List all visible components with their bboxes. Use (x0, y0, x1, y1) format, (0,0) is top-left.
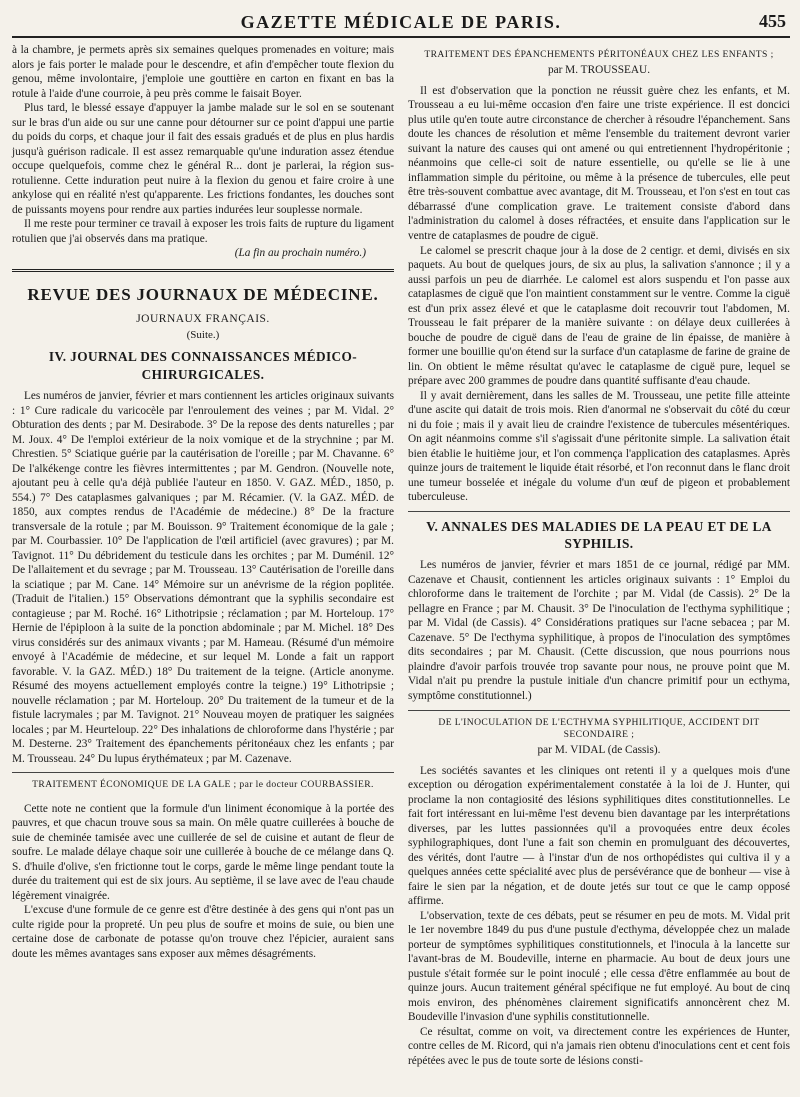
section-5-paragraph: Les numéros de janvier, février et mars 1851 de ce journal, rédigé par MM. Cazenave et Chausit, contiennent les articles originaux suivants : 1° Emploi du chloroforme dans le traitement de l'orchite ; par M. Vidal (de Cassis). 2° De la pellagre en France ; par M. Chausit. 3° De l'inoculation de l'ecthyma syphilitique ; par M. Vidal (de Cassis). 4° Considérations pratiques sur l'acne sebacea ; par M. Cazenave. 5° De l'ecthyma syphilitique, à propos de l'inoculation des symptômes dits secondaires ; par M. Chausit. (Cette discussion, que nous pourrions nous plaindre d'avoir parfois trouvée trop savante pour nous, ne prouve point que M. Vidal n'ait pu prendre la pustule initiale d'un chancre primitif pour un ecthyma, symptôme constitutionnel.) (408, 559, 790, 702)
left-column (12, 43, 394, 1068)
gale-paragraph-1: Cette note ne contient que la formule d'un liniment économique à la portée des pauvres, et que chacun trouve sous sa main. On mêle quatre cuillerées à bouche de suie de cheminée tamisée avec une cuillerée de sel de cuisine et autant de fleur de soufre. Le malade délaye chaque soir une cuillerée à bouche de ce mélange dans Q. S. d'huile d'olive, s'en frictionne tout le corps, garde le même linge pendant toute la durée du traitement qui est de six jours. Au septième, il se lave avec de l'eau chaude légèrement vinaigrée. (12, 802, 394, 902)
continuation-note: (La fin au prochain numéro.) (234, 247, 366, 260)
divider (408, 710, 790, 711)
columns (12, 43, 790, 1068)
divider (408, 511, 790, 512)
trousseau-heading: TRAITEMENT DES ÉPANCHEMENTS PÉRITONÉAUX CHEZ LES ENFANTS ; (424, 49, 774, 60)
masthead (12, 6, 790, 38)
gale-paragraph-2: L'excuse d'une formule de ce genre est d'être destinée à des gens qui n'ont pas un culte rigide pour la propreté. Un peu plus de soufre et moins de suie, ou bien une certaine dose de carbonate de potasse qu'on trouve chez l'épicier, auraient sans doute les mêmes avantages sans exposer aux mêmes désagréments. (12, 904, 394, 960)
intro-paragraph-1: à la chambre, je permets après six semaines quelques promenades en voiture; mais alors je fais porter le malade pour le descendre, et afin d'empêcher toute flexion du genou, même involontaire, j'emploie une gouttière en carton en fixant en bas la rotule à l'aide d'une courroie, à peu près comme le faisait Boyer. (12, 44, 394, 100)
inoculation-paragraph-3: Ce résultat, comme on voit, va directement contre les expériences de Hunter, contre celles de M. Ricord, qui n'a jamais rien obtenu d'inoculations cent et cent fois répétées avec le pus de toute sorte de lésions consti- (408, 1025, 790, 1067)
trousseau-paragraph-3: Il y avait dernièrement, dans les salles de M. Trousseau, une petite fille atteinte d'une ascite qui datait de trois mois. Rien d'anormal ne s'observait du côté du cœur ni du foie ; mais il y avait lieu de craindre l'existence de tubercules mésentériques. On agit néanmoins comme s'il s'agissait d'une péritonite simple. La salivation était bien établie le huitième jour, et l'on commença l'application des cataplasmes. Après quinze jours de traitement le liquide était résorbé, et l'on reconnut dans le flanc droit une tumeur bosselée et inégale du volume d'un œuf de pigeon et probablement tuberculeuse. (408, 389, 790, 504)
section-divider (12, 269, 394, 272)
inoculation-paragraph-1: Les sociétés savantes et les cliniques ont retenti il y a quelques mois d'une exception ou dérogation expérimentalement constatée à la loi de J. Hunter, qui proclame la non contagiosité des lésions syphilitiques dites constitutionnelles. Le fait fort intéressant en lui-même l'est devenu bien davantage par les interprétations diverses, par les luttes passionnées qu'il a provoquées entre deux écoles syphilographiques, dont l'une a fait son chemin en promulguant des découvertes, des vérités, dont l'autre — à l'instar d'un de nos orthopédistes qui cultiva il y a quelques années cette spécialité avec plus de persévérance que de bonheur — vise à faire le sien par la négation, et de doute jetés sur tout ce que le camp opposé affirme. (408, 764, 790, 908)
intro-paragraph-3: Il me reste pour terminer ce travail à exposer les trois faits de rupture du ligament rotulien que j'ai observés dans ma pratique. (12, 218, 394, 245)
suite-label: (Suite.) (186, 329, 220, 342)
page-number: 455 (759, 11, 786, 31)
inoculation-heading: DE L'INOCULATION DE L'ECTHYMA SYPHILITIQUE, ACCIDENT DIT SECONDAIRE ; (438, 716, 760, 740)
trousseau-paragraph-2: Le calomel se prescrit chaque jour à la dose de 2 centigr. et demi, divisés en six paquets. Au bout de quelques jours, de six au plus, la salivation s'annonce ; il y a aussi parfois un peu de diarrhée. Le calomel est alors suspendu et l'on passe aux cataplasmes de ciguë que l'on maintient constamment sur le ventre. Comme la ciguë est d'un prix assez élevé et que le cataplasme doit recouvrir tout l'abdomen, M. Trousseau le fait préparer de la manière suivante : on délaye deux cuillerées à bouche de poudre de ciguë dans de l'eau de graine de lin épaisse, de manière à former une bouillie qu'on étend sur la surface d'un cataplasme de farine de graine de lin. On obtient le même résultat qu'avec le cataplasme de ciguë pure, lequel se prépare avec 200 grammes de poudre dans quantité suffisante d'eau chaude. (408, 244, 790, 388)
intro-paragraph-2: Plus tard, le blessé essaye d'appuyer la jambe malade sur le sol en se soutenant sur le bras d'un aide ou sur une canne pour détourner sur ce point d'appui une partie du poids du corps, et chaque jour il fait des essais gradués et de plus en plus hardis jusqu'à guérison radicale. Il est assez remarquable qu'une induration assez étendue occupe quelquefois, comme chez le général R... dont je parlerai, la région sus-rotulienne. Cette induration peut nuire à la flexion du genou et faire croire à une ankylose qui en réalité n'est qu'apparente. Les frictions fondantes, les douches sont de puissants moyens pour rendre aux parties indurées leur souplesse normale. (12, 102, 394, 216)
trousseau-paragraph-1: Il est d'observation que la ponction ne réussit guère chez les enfants, et M. Trousseau a eu lui-même occasion d'en faire une triste expérience. Il est doncici plus utile qu'en toute autre circonstance de chercher à résoudre l'épanchement. Sans doute les chances de résolution et même l'ensemble du traitement devront varier suivant la nature des causes qui ont amené ou qui entretiennent l'hydropéritonie ; néanmoins que celle-ci soit de nature essentielle, ou qu'elle se lie à une inflammation simple du péritoine, ou même à la présence de tubercules, elle peut être très-souvent combattue avec avantage, dit M. Trousseau, et l'on s'est en tout cas débarrassé d'une complication grave. Le traitement consiste d'abord dans l'administration du calomel à doses réfractées, et ensuite dans l'application sur le ventre de cataplasmes de poudre de ciguë. (408, 84, 790, 242)
newspaper-title: GAZETTE MÉDICALE DE PARIS. (240, 12, 562, 32)
journaux-heading: JOURNAUX FRANÇAIS. (136, 312, 270, 325)
revue-heading: REVUE DES JOURNAUX DE MÉDECINE. (27, 284, 379, 304)
gale-heading: TRAITEMENT ÉCONOMIQUE DE LA GALE ; par le docteur COURBASSIER. (32, 779, 374, 791)
inoculation-paragraph-2: L'observation, texte de ces débats, peut se résumer en peu de mots. M. Vidal prit le 1er novembre 1849 du pus d'une pustule d'ecthyma, développée chez un malade porteur de symptômes syphilitiques constitutionnels, et l'inocula à la lancette sur l'avant-bras de M. Boudeville, interne en pharmacie. Au bout de deux jours une pustule s'était formée sur le point inoculé ; elle cessa d'être enflammée au bout de quinze jours. Aucun traitement général spécifique ne fut employé. Au bout de cinq mois environ, des phénomènes clairement significatifs annoncèrent chez M. Boudeville l'invasion d'une syphilis constitutionnelle. (408, 909, 790, 1024)
right-column (408, 43, 790, 1068)
divider (12, 772, 394, 773)
inoculation-byline: par M. VIDAL (de Cassis). (537, 744, 661, 757)
trousseau-byline: par M. TROUSSEAU. (547, 64, 651, 77)
section-4-heading: IV. JOURNAL DES CONNAISSANCES MÉDICO-CHIRURGICALES. (48, 349, 358, 382)
section-5-heading: V. ANNALES DES MALADIES DE LA PEAU ET DE LA SYPHILIS. (426, 518, 772, 552)
section-4-paragraph: Les numéros de janvier, février et mars contiennent les articles originaux suivants : 1° Cure radicale du varicocèle par l'enroulement des veines ; par M. Vidal. 2° Obturation des dents ; par M. Desirabode. 3° De la repose des dents naturelles ; par M. Joux. 4° De l'emploi extérieur de la noix vomique et de la strychnine ; par M. Chrestien. 5° Sciatique guérie par la cautérisation de l'oreille ; par M. Chavanne. 6° De l'alkékenge contre les fièvres intermittentes ; par M. Gendron. (Nouvelle note, ajoutant peu à celle qu'a déjà publiée l'auteur en 1850. V. GAZ. MÉD., 1850, p. 554.) 7° Des cataplasmes galvaniques ; par M. Récamier. (V. la GAZ. MÉD. de 1850, aux comptes rendus de l'Académie de médecine.) 8° De la fracture transversale de la rotule ; par M. Bouisson. 9° Traitement économique de la gale ; par M. Courbassier. 10° De l'application de l'œil artificiel (avec gravures) ; par M. Tavignot. 11° Du débridement du testicule dans les orchites ; par M. Duménil. 12° De l'allaitement et du sevrage ; par M. Trousseau. 13° Cautérisation de l'oreille dans la sciatique ; par M. Cane. 14° Mémoire sur un anévrisme de la région poplitée. (Traduit de l'italien.) 15° Observations démontrant que la syphilis secondaire est contagieuse ; par M. Roché. 16° Lithotripsie ; réclamation ; par M. Horteloup. 17° Hernie de l'épiploon à la suite de la ponction abdominale ; par M. Michel. 18° Des virus considérés sur des animaux vivants ; par M. Hameau. (Résumé d'un mémoire envoyé à l'Académie de médecine, et sur lequel M. Londe a fait un rapport favorable. V. la GAZ. MÉD.) 18° Du traitement de la teigne. (Article anonyme. Résumé des moyens actuellement employés contre la teigne.) 19° Lithotripsie ; nouvelle réclamation ; par M. Horteloup. 20° Du traitement de la tumeur et de la fistule lacrymales ; par M. Tavignot. 21° Nouveau moyen de pratiquer les saignées locales ; par M. Heurteloup. 22° Des inhalations de chloroforme dans l'hystérie ; par M. Desterne. 23° Traitement des épanchements péritonéaux chez les enfants ; par M. Trousseau. 24° Du lupus érythémateux ; par M. Cazenave. (12, 390, 394, 765)
